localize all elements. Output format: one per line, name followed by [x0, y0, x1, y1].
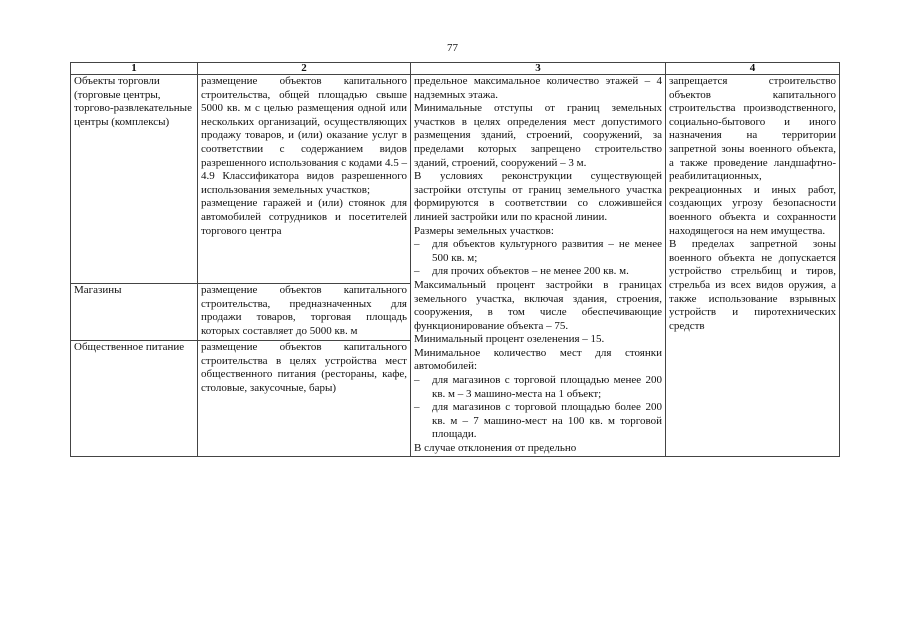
use-type-name: Объекты торговли (торговые центры, торгово-развлекательные центры (комплексы)	[74, 75, 192, 128]
column-header-1: 1	[71, 63, 198, 75]
regulations-table	[70, 62, 840, 457]
use-description-extra: размещение гаражей и (или) стоянок для автомобилей сотрудников и посетителей торгового центра	[201, 197, 407, 237]
parking-large-shops: для магазинов с торговой площадью более 200 кв. м – 7 машино-мест на 100 кв. м торговой площади.	[432, 401, 662, 441]
plot-size-other: для прочих объектов – не менее 200 кв. м.	[432, 265, 629, 278]
reconstruction-text: В условиях реконструкции существующей застройки отступы от границ земельного участка формируются в соответствии со сложившейся линией застройки или по красной линии.	[414, 170, 662, 223]
dash-marker: –	[414, 265, 420, 278]
use-type-name: Магазины	[74, 284, 122, 296]
parking-small-shops: для магазинов с торговой площадью менее 200 кв. м – 3 машино-места на 1 объект;	[432, 374, 662, 400]
header-row	[71, 63, 840, 75]
restrictions-cell	[666, 75, 840, 457]
max-coverage-text: Максимальный процент застройки в границах земельного участка, включая здания, строения, сооружения, в том числе обеспечивающие функционирование объекта – 75.	[414, 278, 662, 332]
plot-size-heading: Размеры земельных участков:	[414, 224, 554, 237]
plot-size-culture: для объектов культурного развития – не менее 500 кв. м;	[432, 238, 662, 264]
restricted-zone-text: В пределах запретной зоны военного объекта не допускается устройство стрельбищ и тиров, стрельба из всех видов оружия, а также использование взрывных устройств и пиротехнических средств	[669, 238, 836, 332]
dash-marker: –	[414, 374, 420, 387]
use-type-name: Общественное питание	[74, 341, 185, 353]
use-type-cell	[71, 341, 198, 457]
use-description: размещение объектов капитального строительства в целях устройства мест общественного питания (рестораны, кафе, столовые, закусочные, бары)	[201, 341, 407, 394]
dash-marker: –	[414, 238, 420, 251]
list-item	[414, 401, 662, 442]
parking-heading: Минимальное количество мест для стоянки автомобилей:	[414, 346, 662, 373]
max-floors-text: предельное максимальное количество этажей – 4 надземных этажа.	[414, 75, 662, 101]
column-header-3: 3	[411, 63, 666, 75]
use-description: размещение объектов капитального строительства, общей площадью свыше 5000 кв. м с целью размещения одной или нескольких организаций, осуществляющих продажу товаров, и (или) оказание услуг в соответствии с содержанием видов разрешенного использования с кодами 4.5 – 4.9 Классификатора видов разрешенного использования земельных участков;	[201, 75, 407, 196]
column-header-4: 4	[666, 63, 840, 75]
setbacks-text: Минимальные отступы от границ земельных участков в целях определения мест допустимого размещения зданий, строений, сооружений, за пределами которых запрещено строительство зданий, строений, сооружений – 3 м.	[414, 102, 662, 169]
use-description-cell	[198, 75, 411, 284]
deviation-text: В случае отклонения от предельно	[414, 442, 577, 455]
column-header-2: 2	[198, 63, 411, 75]
parameters-cell	[411, 75, 666, 457]
page-number: 77	[447, 42, 458, 54]
min-greenery-text: Минимальный процент озеленения – 15.	[414, 333, 605, 346]
dash-marker: –	[414, 401, 420, 414]
use-type-cell	[71, 75, 198, 284]
list-item	[414, 265, 662, 279]
restrictions-text: запрещается строительство объектов капитального строительства производственного, социально-бытового и иного назначения на территории запретной зоны военного объекта, а также проведение ландшафтно-реабилитационных, рекреационных и иных работ, создающих угрозу безопасности военного объекта и сохранности находящегося на нем имущества.	[669, 75, 836, 237]
use-description-cell	[198, 284, 411, 341]
list-item	[414, 374, 662, 401]
use-description: размещение объектов капитального строительства, предназначенных для продажи товаров, торговая площадь которых составляет до 5000 кв. м	[201, 284, 407, 337]
table-row	[71, 75, 840, 284]
list-item	[414, 238, 662, 265]
use-type-cell	[71, 284, 198, 341]
use-description-cell	[198, 341, 411, 457]
